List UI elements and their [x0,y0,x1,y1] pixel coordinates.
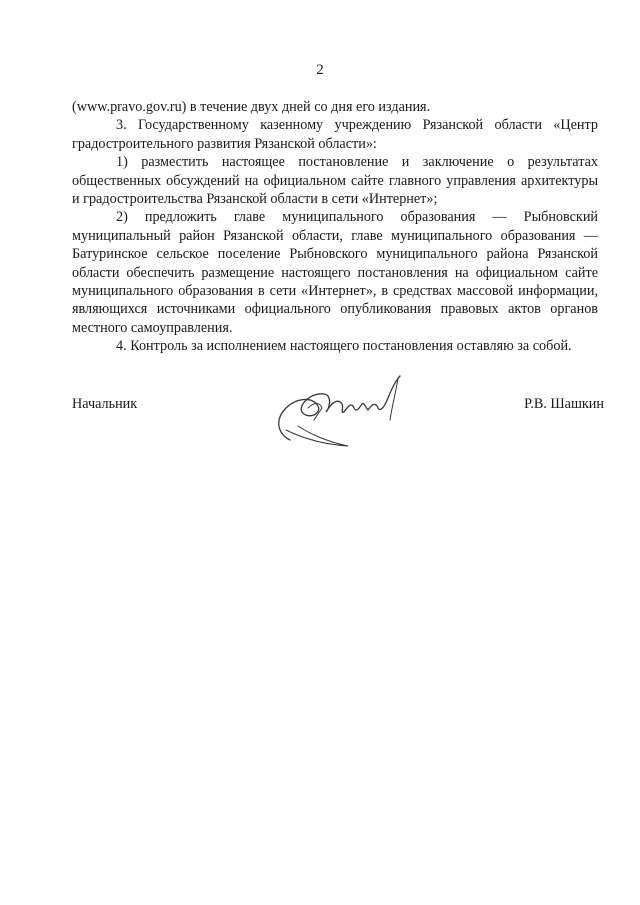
signer-title: Начальник [72,396,138,412]
signer-name: Р.В. Шашкин [524,396,604,412]
paragraph-item-3: 3. Государственному казенному учреждению Рязанской области «Центр градостроительного развития Рязанской области»: [72,117,598,152]
signature-block [72,372,604,452]
paragraph-subitem-1: 1) разместить настоящее постановление и заключение о результатах общественных обсуждений на официальном сайте главного управления архитектуры и градостроительства Рязанской области в сети «Интернет»; [72,154,598,208]
paragraph-item-4: 4. Контроль за исполнением настоящего постановления оставляю за собой. [116,338,572,355]
paragraph-continuation: (www.pravo.gov.ru) в течение двух дней со дня его издания. [72,99,431,115]
handwritten-signature [268,372,418,452]
page-number: 2 [316,62,324,78]
document-body [72,98,598,356]
paragraph-subitem-2: 2) предложить главе муниципального образования — Рыбновский муниципальный район Рязанской области, главе муниципального образования — Батуринское сельское поселение Рыбновского муниципального района Рязанской области обеспечить размещение настоящего постановления на официальном сайте муниципального образования в сети «Интернет», в средствах массовой информации, являющихся источниками официального опубликования правовых актов органов местного самоуправления. [72,209,598,336]
